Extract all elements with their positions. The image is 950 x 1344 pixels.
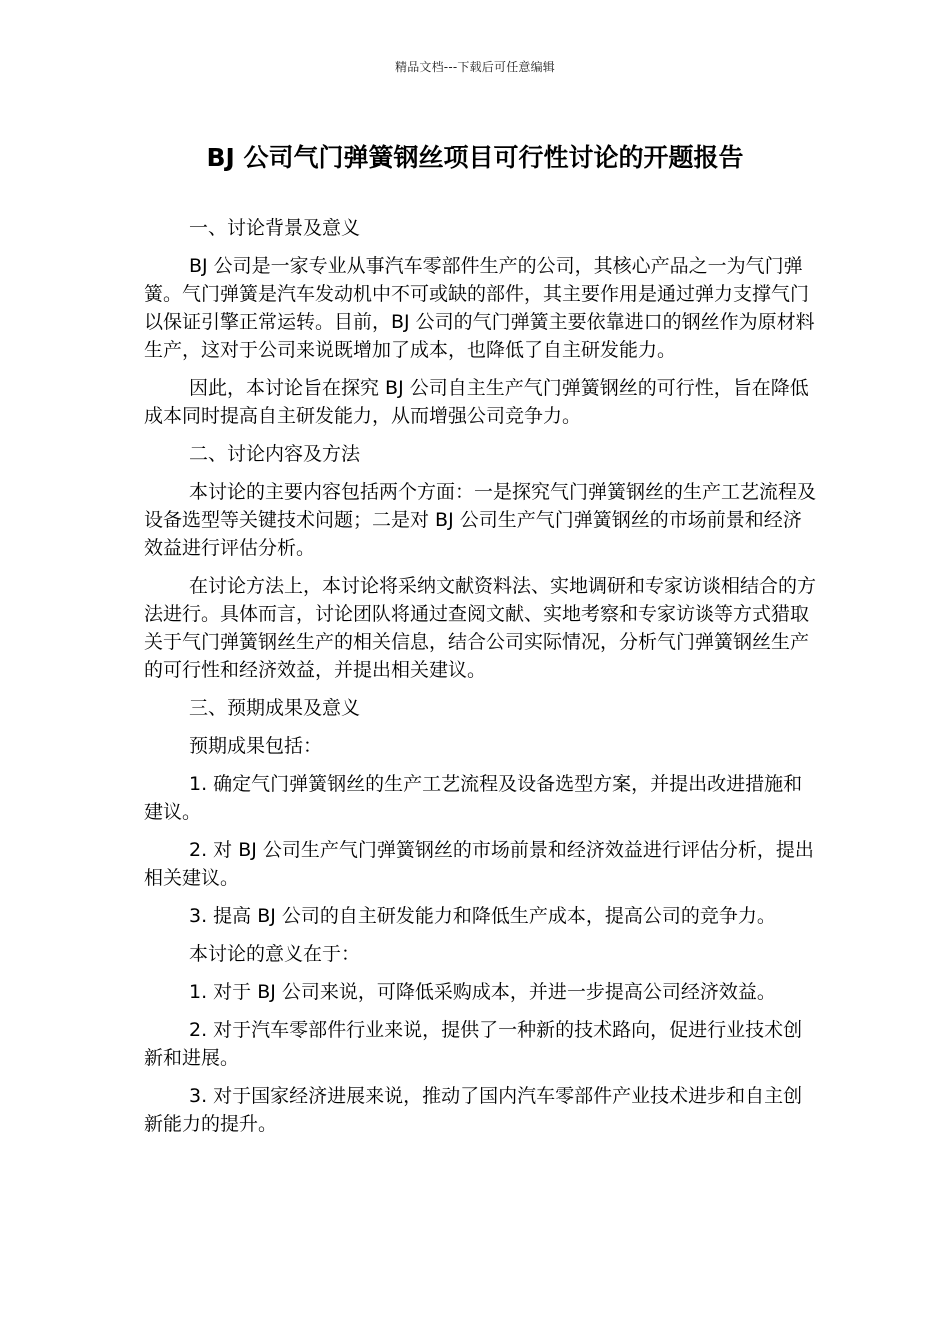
list-item-result-3: 3. 提高 BJ 公司的自主研发能力和降低生产成本，提高公司的竞争力。	[189, 905, 776, 927]
section-heading-expected-results: 三、预期成果及意义	[189, 697, 361, 719]
paragraph-method-1: 在讨论方法上，本讨论将采纳文献资料法、实地调研和专家访谈相结合的方法进行。具体而言，讨论团队将通过查阅文献、实地考察和专家访谈等方式猎取关于气门弹簧钢丝生产的相关信息，结合公司实际情况，分析气门弹簧钢丝生产的可行性和经济效益，并提出相关建议。	[144, 575, 817, 681]
section-heading-background: 一、讨论背景及意义	[189, 217, 361, 239]
document-body	[144, 214, 818, 1148]
document-title: BJ 公司气门弹簧钢丝项目可行性讨论的开题报告	[206, 143, 744, 172]
paragraph-background-1: BJ 公司是一家专业从事汽车零部件生产的公司，其核心产品之一为气门弹簧。气门弹簧是汽车发动机中不可或缺的部件，其主要作用是通过弹力支撑气门以保证引擎正常运转。目前，BJ 公司的气门弹簧主要依靠进口的钢丝作为原材料生产，这对于公司来说既增加了成本，也降低了自主研发能力。	[144, 255, 815, 361]
page-header-watermark: 精品文档---下载后可任意编辑	[395, 60, 555, 74]
list-item-significance-3: 3. 对于国家经济进展来说，推动了国内汽车零部件产业技术进步和自主创新能力的提升。	[144, 1085, 803, 1135]
section-heading-content-method: 二、讨论内容及方法	[189, 443, 361, 465]
list-item-significance-1: 1. 对于 BJ 公司来说，可降低采购成本，并进一步提高公司经济效益。	[189, 981, 776, 1003]
paragraph-content-1: 本讨论的主要内容包括两个方面：一是探究气门弹簧钢丝的生产工艺流程及设备选型等关键技术问题；二是对 BJ 公司生产气门弹簧钢丝的市场前景和经济效益进行评估分析。	[144, 481, 817, 559]
list-item-significance-2: 2. 对于汽车零部件行业来说，提供了一种新的技术路向，促进行业技术创新和进展。	[144, 1019, 803, 1069]
list-item-result-1: 1. 确定气门弹簧钢丝的生产工艺流程及设备选型方案，并提出改进措施和建议。	[144, 773, 803, 823]
list-item-result-2: 2. 对 BJ 公司生产气门弹簧钢丝的市场前景和经济效益进行评估分析，提出相关建议。	[144, 839, 814, 889]
paragraph-results-intro: 预期成果包括：	[189, 735, 323, 757]
paragraph-significance-intro: 本讨论的意义在于：	[189, 943, 361, 965]
paragraph-background-2: 因此，本讨论旨在探究 BJ 公司自主生产气门弹簧钢丝的可行性，旨在降低成本同时提高自主研发能力，从而增强公司竞争力。	[144, 377, 809, 427]
